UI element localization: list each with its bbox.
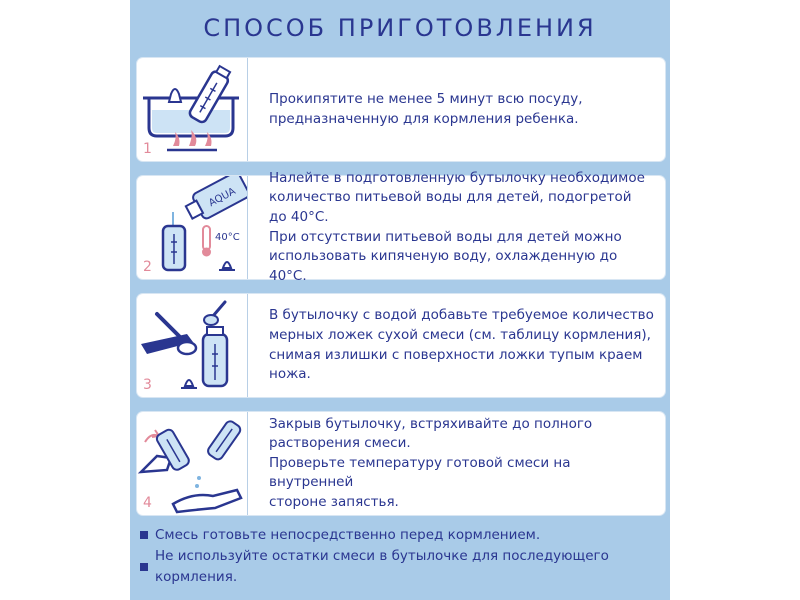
page-title: СПОСОБ ПРИГОТОВЛЕНИЯ xyxy=(203,14,597,42)
step-text xyxy=(269,58,659,161)
step-text-line: Прокипятите не менее 5 минут всю посуду, xyxy=(269,90,583,107)
note-item xyxy=(140,525,670,546)
step-text-line: до 40°С. xyxy=(269,208,329,225)
temperature-label: 40°С xyxy=(215,232,240,243)
step-card-4 xyxy=(137,412,665,515)
measuring-spoon-icon xyxy=(137,294,248,397)
step-text-line: предназначенную для кормления ребенка. xyxy=(269,110,579,127)
step-text-line: Проверьте температуру готовой смеси на внутренней xyxy=(269,454,571,491)
note-text: Смесь готовьте непосредственно перед кормлением. xyxy=(155,527,541,543)
step-number: 4 xyxy=(143,495,152,511)
shake-bottle-icon xyxy=(137,412,248,515)
step-number: 2 xyxy=(143,259,152,275)
step-text-line: В бутылочку с водой добавьте требуемое количество xyxy=(269,307,654,324)
step-text xyxy=(269,294,659,397)
step-number: 3 xyxy=(143,377,152,393)
aqua-label: AQUA xyxy=(207,185,238,210)
boiling-pot-icon xyxy=(137,58,248,161)
step-text-line: снимая излишки с поверхности ложки тупым краем ножа. xyxy=(269,346,643,383)
note-item xyxy=(140,546,670,588)
step-text xyxy=(269,412,659,515)
step-text-line: Закрыв бутылочку, встряхивайте до полного xyxy=(269,415,593,432)
step-text-line: количество питьевой воды для детей, подогретой xyxy=(269,189,632,206)
step-card-2 xyxy=(137,169,665,284)
step-text-line: использовать кипяченую воду, охлажденную до 40°С. xyxy=(269,248,618,284)
step-card-3 xyxy=(137,294,665,397)
pour-water-icon xyxy=(137,176,248,279)
note-text: Не используйте остатки смеси в бутылочке для последующего кормления. xyxy=(155,547,609,585)
step-card-1 xyxy=(137,58,665,161)
step-text-line: При отсутствии питьевой воды для детей можно xyxy=(269,228,622,245)
square-bullet-icon xyxy=(140,563,148,571)
step-text-line: стороне запястья. xyxy=(269,493,399,510)
step-text-line: мерных ложек сухой смеси (см. таблицу кормления), xyxy=(269,326,651,343)
step-number: 1 xyxy=(143,141,152,157)
step-text xyxy=(269,169,659,284)
notes-list xyxy=(140,525,670,588)
square-bullet-icon xyxy=(140,531,148,539)
step-text-line: Налейте в подготовленную бутылочку необходимое xyxy=(269,169,645,186)
step-text-line: растворения смеси. xyxy=(269,435,411,452)
